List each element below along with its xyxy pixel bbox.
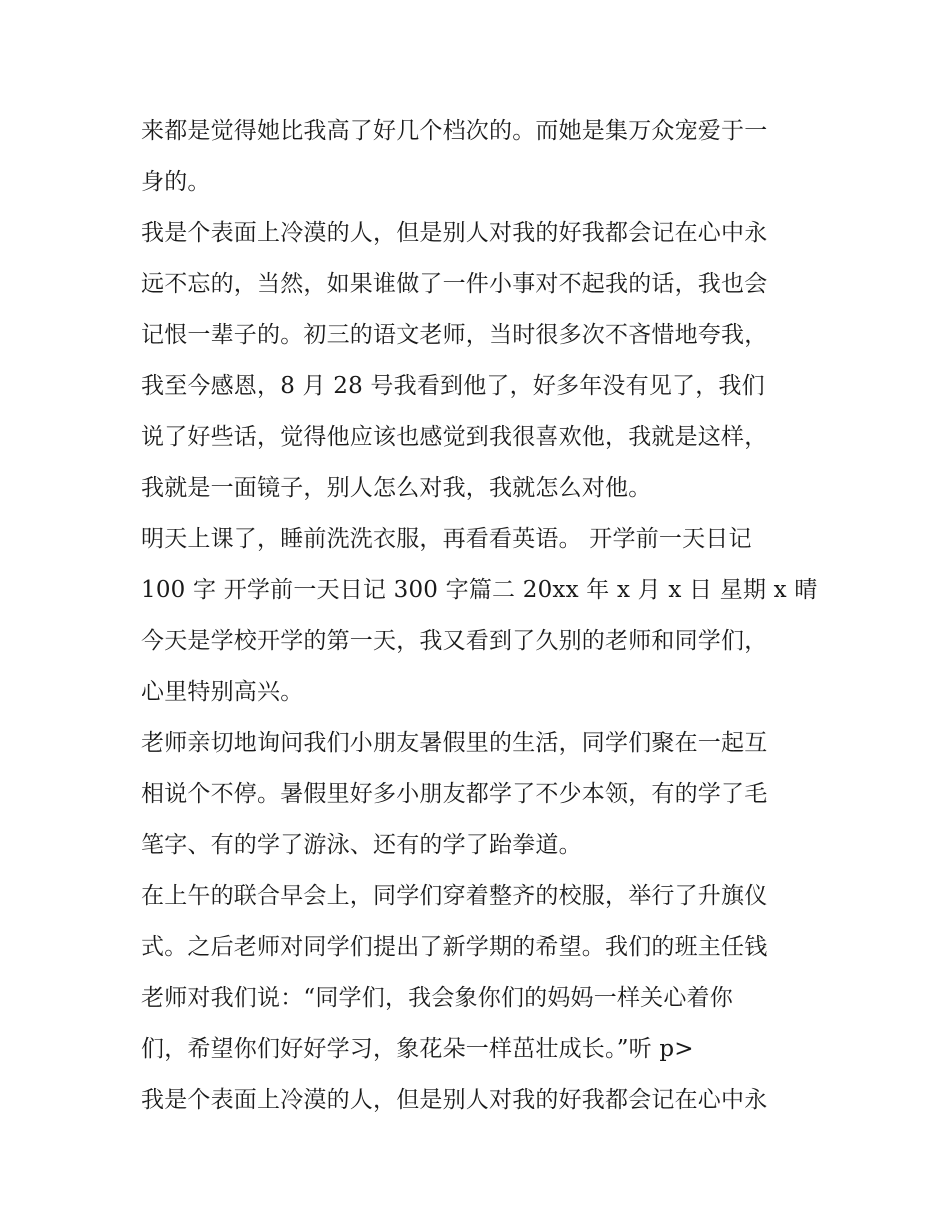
- text-line: 说了好些话，觉得他应该也感觉到我很喜欢他，我就是这样，: [141, 424, 768, 450]
- text-line: 100 字 开学前一天日记 300 字篇二 20xx 年 x 月 x 日 星期 x 晴: [141, 577, 818, 603]
- text-line: 式。之后老师对同学们提出了新学期的希望。我们的班主任钱: [141, 934, 768, 960]
- text-line: 身的。: [141, 169, 211, 195]
- text-line: 心里特别高兴。: [141, 679, 304, 705]
- text-line: 明天上课了，睡前洗洗衣服，再看看英语。 开学前一天日记: [141, 526, 752, 552]
- text-line: 远不忘的，当然，如果谁做了一件小事对不起我的话，我也会: [141, 271, 768, 297]
- text-line: 我是个表面上冷漠的人，但是别人对我的好我都会记在心中永: [141, 1087, 768, 1113]
- text-line: 来都是觉得她比我高了好几个档次的。而她是集万众宠爱于一: [141, 118, 768, 144]
- text-line: 在上午的联合早会上，同学们穿着整齐的校服，举行了升旗仪: [141, 883, 768, 909]
- text-line: 相说个不停。暑假里好多小朋友都学了不少本领，有的学了毛: [141, 781, 768, 807]
- text-line: 们，希望你们好好学习，象花朵一样茁壮成长。”听 p>: [141, 1036, 694, 1062]
- text-line: 记恨一辈子的。初三的语文老师，当时很多次不吝惜地夸我，: [141, 322, 768, 348]
- text-line: 老师亲切地询问我们小朋友暑假里的生活，同学们聚在一起互: [141, 730, 768, 756]
- text-line: 我至今感恩，8 月 28 号我看到他了，好多年没有见了，我们: [141, 373, 765, 399]
- text-line: 笔字、有的学了游泳、还有的学了跆拳道。: [141, 832, 582, 858]
- text-line: 今天是学校开学的第一天，我又看到了久别的老师和同学们，: [141, 628, 768, 654]
- text-line: 我就是一面镜子，别人怎么对我，我就怎么对他。: [141, 475, 652, 501]
- text-line: 我是个表面上冷漠的人，但是别人对我的好我都会记在心中永: [141, 220, 768, 246]
- text-line: 老师对我们说：“同学们，我会象你们的妈妈一样关心着你: [141, 985, 733, 1011]
- body-text: [141, 106, 821, 1126]
